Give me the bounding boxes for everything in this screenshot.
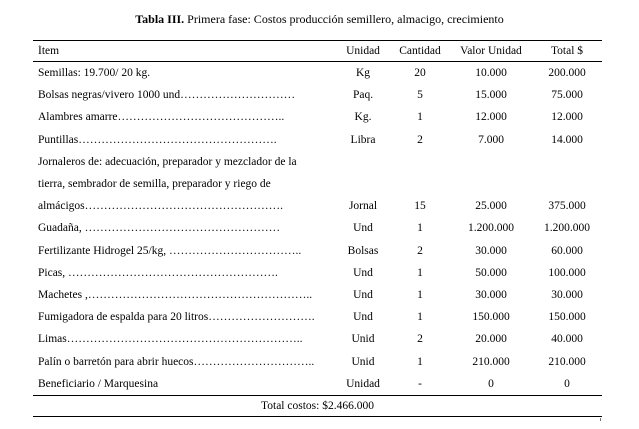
cell-item: Jornaleros de: adecuación, preparador y mezclador de la	[38, 155, 297, 168]
cell-qty: 1	[417, 266, 423, 279]
cell-total: 200.000	[548, 67, 586, 80]
cell-value: 30.000	[475, 244, 507, 257]
cell-unit: Kg.	[354, 111, 372, 124]
cell-qty: 20	[414, 67, 426, 80]
cell-unit: Unid	[351, 333, 375, 346]
cell-total: 40.000	[551, 333, 583, 346]
corner-mark	[600, 418, 601, 421]
cell-unit: Paq.	[352, 89, 374, 102]
cell-value: 10.000	[475, 67, 507, 80]
header-qty: Cantidad	[399, 45, 441, 57]
cell-total: 210.000	[548, 355, 586, 368]
cell-item: Palín o barretón para abrir huecos…………………………..	[38, 355, 315, 368]
cell-total: 30.000	[551, 288, 583, 301]
table-row	[33, 217, 602, 239]
cell-total: 60.000	[551, 244, 583, 257]
cell-unit: Jornal	[348, 200, 378, 213]
cell-value: 12.000	[475, 111, 507, 124]
cell-item: Guadaña, ……………………………………………	[38, 222, 281, 235]
bottom-rule	[33, 416, 602, 417]
cell-unit: Bolsas	[347, 244, 379, 257]
table-row	[33, 84, 602, 106]
cell-value: 150.000	[472, 311, 510, 324]
table-row	[33, 262, 602, 284]
table-row	[33, 373, 602, 395]
cell-item: Machetes ,…………………………………………………..	[38, 288, 313, 301]
header-unit: Unidad	[346, 45, 380, 57]
cell-qty: 2	[417, 333, 423, 346]
cell-unit: Und	[353, 266, 373, 279]
cell-total: 0	[564, 377, 570, 390]
cell-unit: Unidad	[346, 377, 380, 390]
cell-value: 20.000	[475, 333, 507, 346]
cell-item: almácigos…………………………………………….	[38, 200, 283, 213]
cell-item: Limas……………………………………………………..	[38, 333, 303, 346]
table-row	[33, 62, 602, 84]
cell-unit: Und	[353, 222, 373, 235]
cell-qty: -	[418, 377, 422, 390]
cell-item: Fertilizante Hidrogel 25/kg, ……………………………..	[38, 244, 302, 257]
cell-item: Bolsas negras/vivero 1000 und…………………………	[38, 89, 296, 102]
header-row	[33, 41, 602, 61]
cell-item: Puntillas…………………………………………….	[38, 133, 277, 146]
table-row	[33, 195, 602, 217]
cell-total: 375.000	[548, 200, 586, 213]
cell-qty: 15	[414, 200, 426, 213]
cell-qty: 1	[417, 311, 423, 324]
cell-value: 7.000	[478, 133, 504, 146]
cell-item: Semillas: 19.700/ 20 kg.	[38, 67, 151, 80]
cell-qty: 1	[417, 222, 423, 235]
caption-label: Tabla III.	[135, 12, 185, 26]
cell-value: 25.000	[475, 200, 507, 213]
table-row	[33, 284, 602, 306]
cell-qty: 1	[417, 288, 423, 301]
cell-total: 150.000	[548, 311, 586, 324]
table-row	[33, 350, 602, 372]
header-item: Ítem	[38, 45, 60, 57]
cell-total: 12.000	[551, 111, 583, 124]
cell-value: 30.000	[475, 288, 507, 301]
cell-qty: 1	[417, 111, 423, 124]
table-row	[33, 151, 602, 173]
cell-qty: 1	[417, 355, 423, 368]
table-row	[33, 106, 602, 128]
cell-qty: 2	[417, 133, 423, 146]
cell-value: 210.000	[472, 355, 510, 368]
cell-unit: Und	[353, 311, 373, 324]
total-costs: Total costos: $2.466.000	[261, 399, 374, 412]
header-total: Total $	[550, 45, 584, 57]
cell-unit: Unid	[351, 355, 375, 368]
cell-item: tierra, sembrador de semilla, preparador y riego de	[38, 178, 271, 191]
cell-item: Fumigadora de espalda para 20 litros……………………….	[38, 311, 315, 324]
cell-total: 14.000	[551, 133, 583, 146]
table-row	[33, 240, 602, 262]
table-row	[33, 328, 602, 350]
cell-value: 50.000	[475, 266, 507, 279]
cell-item: Alambres amarre……………………………………..	[38, 111, 285, 124]
cell-unit: Kg	[355, 67, 371, 80]
cell-item: Picas, ……………………………………………….	[38, 266, 278, 279]
cell-qty: 5	[417, 89, 423, 102]
cell-value: 0	[488, 377, 494, 390]
cell-item: Beneficiario / Marquesina	[38, 377, 159, 390]
table-row	[33, 173, 602, 195]
cost-table	[33, 40, 602, 417]
table-row	[33, 306, 602, 328]
table-caption	[0, 12, 639, 27]
caption-text: Primera fase: Costos producción semillero, almacigo, crecimiento	[184, 12, 504, 26]
cell-total: 100.000	[548, 266, 586, 279]
cell-unit: Und	[353, 288, 373, 301]
cell-value: 1.200.000	[468, 222, 514, 235]
header-value: Valor Unidad	[460, 45, 522, 57]
cell-total: 75.000	[551, 89, 583, 102]
cell-qty: 2	[417, 244, 423, 257]
cell-unit: Libra	[350, 133, 376, 146]
cell-total: 1.200.000	[544, 222, 590, 235]
cell-value: 15.000	[475, 89, 507, 102]
table-body	[33, 62, 602, 395]
table-row	[33, 129, 602, 151]
